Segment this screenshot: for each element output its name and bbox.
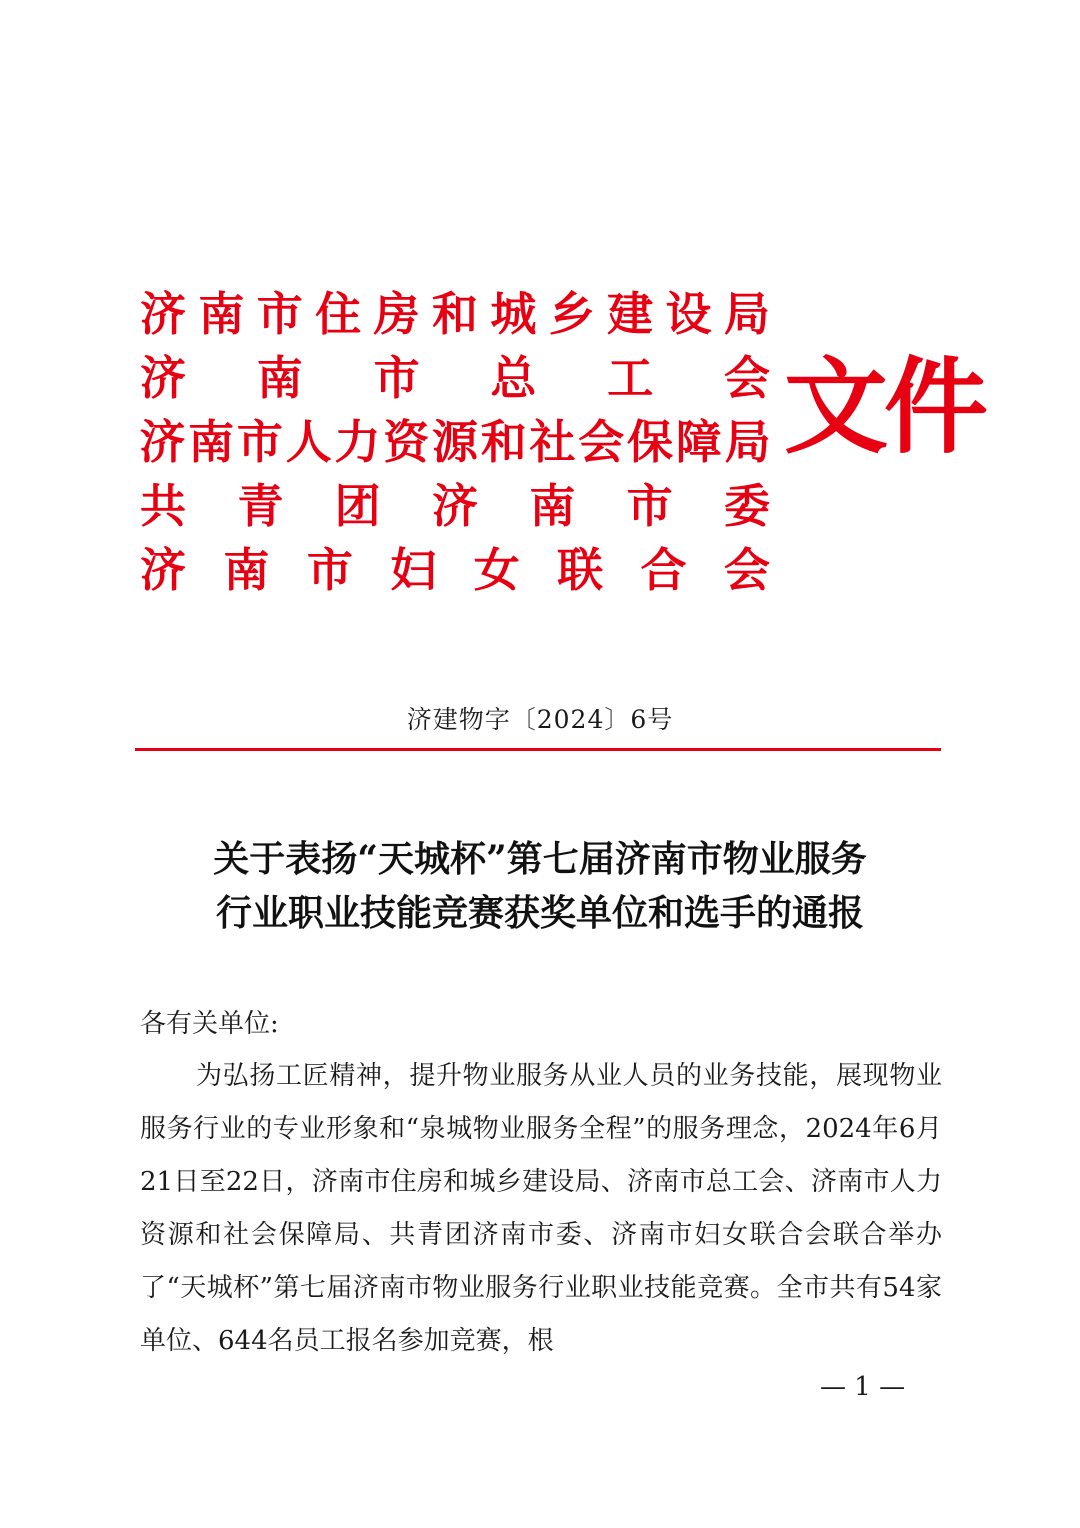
salutation: 各有关单位: [140, 1009, 279, 1039]
issuer-char: 社 [529, 415, 576, 469]
issuer-char: 会 [723, 351, 770, 405]
issuer-char: 南 [529, 479, 576, 533]
issuer-char: 南 [256, 351, 303, 405]
issuer-char: 市 [373, 351, 420, 405]
issuer-char: 南 [188, 415, 235, 469]
issuer-char: 会 [723, 543, 770, 597]
red-divider-line [135, 748, 941, 751]
issuer-char: 女 [473, 543, 520, 597]
issuer-char: 南 [198, 287, 245, 341]
issuer-char: 局 [724, 415, 771, 469]
document-number: 济建物字〔2024〕6号 [406, 705, 674, 734]
issuer-char: 市 [626, 479, 673, 533]
issuer-char: 资 [383, 415, 430, 469]
issuer-char: 济 [431, 479, 478, 533]
issuer-char: 市 [306, 543, 353, 597]
issuer-char: 障 [675, 415, 722, 469]
issuer-char: 房 [373, 287, 420, 341]
body-paragraph: 为弘扬工匠精神，提升物业服务从业人员的业务技能，展现物业服务行业的专业形象和“泉城物业服务全程”的服务理念，2024年6月21日至22日，济南市住房和城乡建设局、济南市总工会、济南市人力资源和社会保障局、共青团济南市委、济南市妇女联合会联合举办了“天城杯”第七届济南市物业服务行业职业技能竞赛。全市共有54家单位、644名员工报名参加竞赛，根 [140, 1061, 942, 1356]
issuer-char: 青 [237, 479, 284, 533]
page-number: — 1 — [820, 1372, 906, 1402]
issuer-char: 总 [490, 351, 537, 405]
issuer-char: 南 [223, 543, 270, 597]
issuer-char: 建 [607, 287, 654, 341]
issuer-char: 和 [480, 415, 527, 469]
document-type-label: 文件 [784, 345, 985, 468]
issuer-char: 和 [431, 287, 478, 341]
issuer-char: 妇 [390, 543, 437, 597]
issuer-line-5 [138, 538, 772, 602]
issuer-char: 人 [285, 415, 332, 469]
issuer-char: 济 [140, 287, 186, 341]
issuer-char: 保 [627, 415, 674, 469]
issuer-char: 济 [140, 351, 186, 405]
issuer-char: 合 [640, 543, 687, 597]
issuer-char: 住 [315, 287, 362, 341]
issuer-char: 设 [665, 287, 712, 341]
issuer-line-4 [138, 474, 772, 538]
issuer-char: 联 [557, 543, 604, 597]
issuer-char: 团 [334, 479, 381, 533]
issuer-char: 工 [607, 351, 654, 405]
document-title [0, 832, 1080, 940]
issuer-char: 济 [140, 543, 186, 597]
issuer-line-2 [138, 346, 772, 410]
issuer-char: 城 [490, 287, 537, 341]
issuer-char: 源 [431, 415, 478, 469]
issuer-line-1 [138, 282, 772, 346]
issuer-char: 共 [140, 479, 186, 533]
issuer-char: 局 [723, 287, 770, 341]
issuer-char: 市 [256, 287, 303, 341]
issuer-line-3 [138, 410, 772, 474]
issuer-char: 力 [334, 415, 381, 469]
issuer-char: 乡 [548, 287, 595, 341]
title-line-2: 行业职业技能竞赛获奖单位和选手的通报 [215, 892, 864, 934]
issuer-block [138, 282, 772, 602]
issuer-char: 会 [578, 415, 625, 469]
issuer-char: 委 [723, 479, 770, 533]
title-line-1: 关于表扬“天城杯”第七届济南市物业服务 [213, 838, 867, 880]
issuer-char: 市 [236, 415, 283, 469]
issuer-char: 济 [139, 415, 186, 469]
